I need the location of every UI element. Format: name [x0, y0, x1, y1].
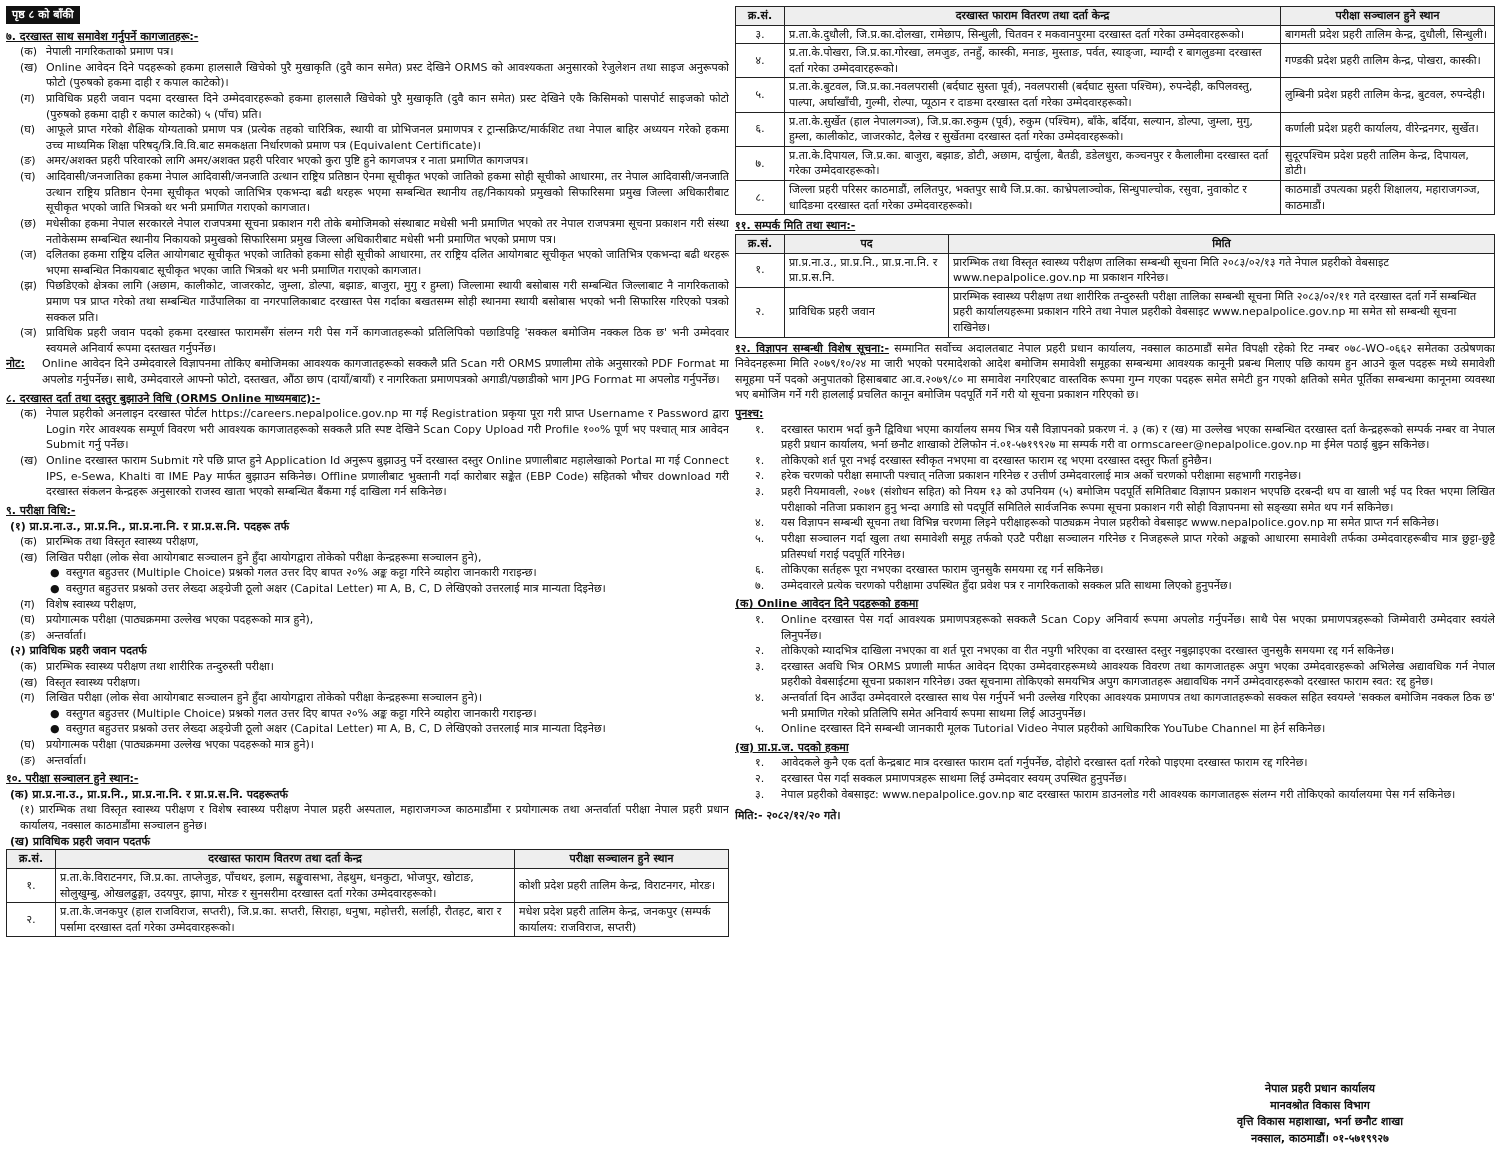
office-line: नेपाल प्रहरी प्रधान कार्यालय	[1265, 1082, 1375, 1095]
item-marker: ६.	[755, 563, 765, 577]
section12-text: सम्मानित सर्वोच्च अदालतबाट नेपाल प्रहरी प्रधान कार्यालय, नक्साल काठमाडौं समेत विपक्षी रहेको रिट नम्बर ०७८-WO-०६६२ समेतका उत्प्रेषणका निवेदनहरूमा मिति २०७९/१०/२४ मा जारी भएको परमादेशको आदेश बमोजिम समावेशी समूहका सम्बन्धमा आवश्यक कानूनी प्रबन्ध मिलाए पछि कायम हुन आउने कूल पदहरू मध्ये समावेशी समूहमा पर्ने पदको अनुपातको हिसाबबाट आ.व.२०७९/८० मा समावेश नगरिएबाट वास्तविक रूपमा गुम्न गएका पदहरू समेत समेटी हुन गएको क्षतिको समेत पूर्तिका सम्बन्धमा कानूनमा व्यवस्था भए बमोजिम गर्ने गरी हाललाई प्रचलित कानून बमोजिम पदपूर्ति गर्ने गरी यो सूचना प्रकाशन गरिएको छ।	[735, 341, 1495, 402]
item-text: पिछडिएको क्षेत्रका लागि (अछाम, कालीकोट, जाजरकोट, जुम्ला, डोल्पा, बझाङ, बाजुरा, मुगु र हुम्ला) जिल्लामा स्थायी बसोबास गरी सम्बन्धित जिल्लाबाट नै नागरिकताको प्रमाण पत्र प्राप्त गरेको तथा सम्बन्धित गाउँपालिका वा नगरपालिकाबाट दरखास्त पेस गर्दाका बखतसम्म सोही स्थानमा स्थायी बसोबास भएको भनी सिफारिस गरिएको पत्रको सक्कल प्रति।	[46, 279, 729, 324]
item-marker: ३.	[755, 659, 765, 673]
contact-date: प्रारम्भिक स्वास्थ्य परीक्षण तथा शारीरिक तन्दुरुस्ती परीक्षा तालिका सम्बन्धी सूचना मिति २०८३/०२/११ गते दरखास्त दर्ता गर्ने सम्बन्धित प्रहरी कार्यालयहरूमा प्रकाशन गरिने तथा नेपाल प्रहरीको वेबसाइट www.nepalpolice.gov.np मा समेत सो सम्बन्धी सूचना राखिनेछ।	[949, 287, 1495, 337]
section9-sub2-bullets	[6, 706, 729, 737]
item-marker: (झ)	[20, 279, 37, 293]
item-text: अन्तर्वार्ता दिन आउँदा उम्मेदवारले दरखास्त साथ पेस गर्नुपर्ने भनी उल्लेख गरिएका आवश्यक प्रमाणपत्र तथा कागजातहरूको सक्कल सहित स्वयम्ले 'सक्कल बमोजिम नक्कल ठिक छ' भनी प्रमाणित गरेको प्रतिलिपि समेत अनिवार्य रूपमा साथमा लिई आउनुपर्नेछ।	[781, 690, 1495, 720]
bullet-item	[50, 706, 729, 722]
item-text: प्राविधिक प्रहरी जवान पदको हकमा दरखास्त फारामसँग संलग्न गरी पेस गर्ने कागजातहरूको प्रतिलिपिको पछाडिपट्टि 'सक्कल बमोजिम नक्कल ठिक छ' भनी उम्मेदवार स्वयमले अनिवार्य रूपमा दस्तखत गर्नुपर्नेछ।	[46, 326, 729, 355]
row-number: १.	[7, 868, 56, 902]
note-label: नोट:	[6, 357, 25, 371]
item-text: दरखास्त अवधि भित्र ORMS प्रणाली मार्फत आवेदन दिएका उम्मेदवारहरूमध्ये आवश्यक विवरण तथा कागजातहरू अपुग भएका उम्मेदवारहरूको अभिलेख अद्यावधिक गर्न नेपाल प्रहरीको वेबसाईटमा सूचना प्रकाशन गरिनेछ। उक्त सूचनामा तोकिएको समयभित्र अपुग कागजातहरू अद्यावधिक नगर्ने उम्मेदवारहरूको दरखास्त फाराम स्वत: रद्द हुनेछ।	[781, 659, 1495, 689]
item-text: तोकिएका सर्तहरू पूरा नभएका दरखास्त फाराम जुनसुकै समयमा रद्द गर्न सकिनेछ।	[781, 563, 1104, 577]
item-marker: (ग)	[20, 691, 35, 705]
section9-sub2: (२) प्राविधिक प्रहरी जवान पदतर्फ	[10, 644, 147, 658]
list-item	[755, 643, 1495, 659]
section9-heading: ९. परीक्षा विधि:-	[6, 503, 76, 517]
section12-heading: १२. विज्ञापन सम्बन्धी विशेष सूचना:-	[735, 341, 890, 355]
row-number: ४.	[736, 44, 785, 78]
item-text: दरखास्त पेस गर्दा सक्कल प्रमाणपत्रहरू साथमा लिई उम्मेदवार स्वयम् उपस्थित हुनुपर्नेछ।	[781, 772, 1127, 786]
item-text: आफूले प्राप्त गरेको शैक्षिक योग्यताको प्रमाण पत्र (प्रत्येक तहको चारित्रिक, स्थायी वा प्रोभिजनल प्रमाणपत्र र ट्रान्सक्रिप्ट/मार्कशिट तथा नेपाल बाहिर अध्ययन गरेको हकमा उच्च माध्यमिक शिक्षा परिषद्/त्रि.वि.वि.बाट समकक्षता निर्धारणको प्रमाण पत्र (Equivalent Certificate)।	[46, 123, 729, 152]
list-item	[755, 468, 1495, 484]
table-header: क्र.सं.	[736, 7, 785, 26]
item-text: आवेदकले कुनै एक दर्ता केन्द्रबाट मात्र दरखास्त फाराम दर्ता गर्नुपर्नेछ, दोहोरो दरखास्त दर्ता गरेको पाइएमा दरखास्त फाराम रद्द गरिनेछ।	[781, 756, 1308, 770]
venue-table-right	[735, 6, 1495, 215]
item-marker: २.	[755, 772, 765, 786]
item-text: प्रयोगात्मक परीक्षा (पाठ्यक्रममा उल्लेख भएका पदहरूको मात्र हुने)।	[46, 738, 314, 752]
item-marker: ५.	[755, 722, 765, 736]
row-number: १.	[736, 253, 785, 287]
exam-venue: लुम्बिनी प्रदेश प्रहरी तालिम केन्द्र, बुटवल, रुपन्देही।	[1281, 78, 1495, 112]
list-item	[20, 406, 729, 453]
table-header: दरखास्त फाराम वितरण तथा दर्ता केन्द्र	[785, 7, 1281, 26]
item-text: तोकिएको शर्त पूरा नभई दरखास्त स्वीकृत नभएमा वा दरखास्त फाराम रद्द भएमा दरखास्त दस्तुर फिर्ता हुनेछैन।	[781, 453, 1212, 467]
registration-center: प्र.ता.के.विराटनगर, जि.प्र.का. ताप्लेजुङ, पाँचथर, इलाम, सङ्खुवासभा, तेह्रथुम, धनकुटा, भोजपुर, खोटाङ, सोलुखुम्बु, ओखलढुङ्गा, उदयपुर, झापा, मोरङ र सुनसरीमा दरखास्त दर्ता गरेका उम्मेदवारहरूको।	[56, 868, 515, 902]
item-marker: (ङ)	[20, 753, 36, 767]
item-marker: (घ)	[20, 738, 36, 752]
list-item	[755, 562, 1495, 578]
post-name: प्रा.प्र.ना.उ., प्रा.प्र.नि., प्रा.प्र.ना.नि. र प्रा.प्र.स.नि.	[785, 253, 949, 287]
list-item	[20, 122, 729, 153]
notice-date: मिति:- २०८२/१२/२० गते।	[735, 809, 841, 823]
list-item	[755, 422, 1495, 453]
section9-sub1-list2	[6, 597, 729, 644]
bullet-icon: ●	[50, 722, 60, 736]
contact-date: प्रारम्भिक तथा विस्तृत स्वास्थ्य परीक्षण तालिका सम्बन्धी सूचना मिति २०८३/०२/१३ गते नेपाल प्रहरीको वेबसाइट www.nepalpolice.gov.np मा प्रकाशन गरिनेछ।	[949, 253, 1495, 287]
list-item	[755, 787, 1495, 803]
right-column	[735, 6, 1495, 1153]
table-row	[736, 181, 1495, 215]
item-marker: (ङ)	[20, 154, 36, 168]
item-text: हरेक चरणको परीक्षा समाप्ती पश्चात् नतिजा प्रकाशन गरिनेछ र उत्तीर्ण उम्मेदवारलाई मात्र अर्को चरणको परीक्षामा सहभागी गराइनेछ।	[781, 469, 1302, 483]
registration-center: जिल्ला प्रहरी परिसर काठमाडौं, ललितपुर, भक्तपुर साथै जि.प्र.का. काभ्रेपलाञ्चोक, सिन्धुपाल्चोक, रसुवा, नुवाकोट र धादिङमा दरखास्त दर्ता गरेका उम्मेदवारहरूको।	[785, 181, 1281, 215]
item-marker: (घ)	[20, 613, 36, 627]
list-item	[20, 690, 729, 706]
list-item	[20, 216, 729, 247]
item-text: प्रहरी नियमावली, २०७१ (संशोधन सहित) को नियम १३ को उपनियम (५) बमोजिम पदपूर्ति समितिबाट विज्ञापन प्रकाशन भएपछि दरबन्दी थप वा खाली भई पद रिक्त भएमा लिखित परीक्षाको नतिजा प्रकाशन हुनु भन्दा अगाडि सो पदपूर्ति समितिले सार्वजनिक रूपमा सूचना प्रकाशन गरी सोही विज्ञापनमा सो सङ्ख्या समेत थप गर्न सकिनेछ।	[781, 485, 1495, 514]
ps-heading: पुनश्च:	[735, 407, 764, 421]
table-row	[7, 868, 729, 902]
list-item	[20, 550, 729, 566]
bullet-icon: ●	[50, 566, 60, 580]
ps-online-heading: (क) Online आवेदन दिने पदहरूको हकमा	[735, 597, 919, 611]
list-item	[755, 531, 1495, 562]
contact-date-table	[735, 234, 1495, 338]
row-number: ७.	[736, 146, 785, 180]
venue-table-left	[6, 849, 729, 937]
exam-venue: सुदूरपश्चिम प्रदेश प्रहरी तालिम केन्द्र, दिपायल, डोटी।	[1281, 146, 1495, 180]
item-text: अन्तर्वार्ता।	[46, 628, 87, 642]
ps-tech-heading: (ख) प्रा.प्र.ज. पदको हकमा	[735, 740, 849, 754]
bullet-item	[50, 721, 729, 737]
table-header: परीक्षा सञ्चालन हुने स्थान	[515, 850, 729, 869]
item-marker: (ख)	[20, 60, 38, 74]
office-line: नक्साल, काठमाडौं। ०१-५७१९९२७	[1251, 1131, 1389, 1145]
list-item	[20, 612, 729, 628]
registration-center: प्र.ता.के.बुटवल, जि.प्र.का.नवलपरासी (बर्दघाट सुस्ता पूर्व), नवलपरासी (बर्दघाट सुस्ता पश्चिम), रुपन्देही, कपिलवस्तु, पाल्पा, अर्घाखाँची, गुल्मी, रोल्पा, प्यूठान र दाङमा दरखास्त दर्ता गरेका उम्मेदवारहरूको।	[785, 78, 1281, 112]
list-item	[20, 753, 729, 769]
note-text: Online आवेदन दिने उम्मेदवारले विज्ञापनमा तोकिए बमोजिमका आवश्यक कागजातहरूको सक्कलै प्रति Scan गरी ORMS प्रणालीमा तोके अनुसारको PDF Format मा अपलोड गर्नुपर्नेछ। साथै, उम्मेदवारले आफ्नो फोटो, दस्तखत, औंठा छाप (दायाँ/बायाँ) र नागरिकता प्रमाणपत्रको अगाडी/पछाडीको भाग JPG Format मा अपलोड गर्नुपर्नेछ।	[42, 357, 729, 387]
section10-heading: १०. परीक्षा सञ्चालन हुने स्थान:-	[6, 772, 139, 786]
list-item	[20, 91, 729, 122]
item-marker: १.	[755, 422, 765, 436]
exam-venue: काठमाडौं उपत्यका प्रहरी शिक्षालय, महाराजगञ्ज, काठमाडौं।	[1281, 181, 1495, 215]
table-header: पद	[785, 234, 949, 253]
ps-list	[735, 422, 1495, 594]
list-item	[20, 169, 729, 216]
item-text: प्रारम्भिक स्वास्थ्य परीक्षण तथा शारीरिक तन्दुरुस्ती परीक्षा।	[46, 659, 274, 673]
list-item	[20, 534, 729, 550]
item-marker: (ख)	[20, 454, 38, 468]
item-marker: २.	[755, 644, 765, 658]
item-marker: २.	[755, 469, 765, 483]
section8-list	[6, 406, 729, 500]
item-text: लिखित परीक्षा (लोक सेवा आयोगबाट सञ्चालन हुने हुँदा आयोगद्वारा तोकेको परीक्षा केन्द्रहरूमा सञ्चालन हुने),	[46, 550, 482, 564]
section9-sub1: (१) प्रा.प्र.ना.उ., प्रा.प्र.नि., प्रा.प्र.ना.नि. र प्रा.प्र.स.नि. पदहरू तर्फ	[10, 519, 290, 533]
item-text: उम्मेदवारले प्रत्येक चरणको परीक्षामा उपस्थित हुँदा प्रवेश पत्र र नागरिकताको सक्कल प्रति साथमा लिएको हुनुपर्नेछ।	[781, 578, 1232, 592]
office-line: वृत्ति विकास महाशाखा, भर्ना छनौट शाखा	[1236, 1115, 1404, 1128]
item-text: दलितका हकमा राष्ट्रिय दलित आयोगबाट सूचीकृत भएको जातिको हकमा सोही सूचीको आधारमा, तर राष्ट्रिय दलित आयोगबाट सूचीकृत भएको जातिभित्र एकभन्दा बढी थरहरू भएमा सम्बन्धित निकायबाट सूचीकृत भएका जाति भित्रको थर भनी प्रमाणित गराएको कागजात।	[46, 248, 729, 277]
list-item	[755, 755, 1495, 771]
exam-venue: बागमती प्रदेश प्रहरी तालिम केन्द्र, दुधौली, सिन्धुली।	[1281, 25, 1495, 44]
item-text: नेपाल प्रहरीको वेबसाइट: www.nepalpolice.gov.np बाट दरखास्त फाराम डाउनलोड गरी आवश्यक कागजातहरू संलग्न गरी तोकिएको कार्यालयमा पेस गर्न सकिनेछ।	[781, 787, 1456, 801]
continued-tag: पृष्ठ ८ को बाँकी	[6, 6, 80, 24]
office-signature-block	[1185, 1081, 1455, 1147]
section9-sub2-list2	[6, 737, 729, 768]
bullet-text: वस्तुगत बहुउत्तर प्रश्नको उत्तर लेख्दा अङ्ग्रेजी ठूलो अक्षर (Capital Letter) मा A, B, C, D लेखिएको उत्तरलाई मात्र मान्यता दिइनेछ।	[66, 581, 606, 595]
list-item	[755, 515, 1495, 531]
list-item	[755, 771, 1495, 787]
row-number: ६.	[736, 112, 785, 146]
list-item	[755, 612, 1495, 643]
office-line: मानवश्रोत विकास विभाग	[1270, 1098, 1370, 1112]
item-marker: (च)	[20, 170, 36, 184]
table-row	[736, 25, 1495, 44]
table-row	[736, 112, 1495, 146]
table-row	[736, 78, 1495, 112]
item-marker: (छ)	[20, 216, 37, 230]
list-item	[20, 60, 729, 91]
item-marker: (क)	[20, 659, 38, 673]
section9-sub1-list	[6, 534, 729, 565]
item-marker: ४.	[755, 690, 765, 704]
item-marker: (ग)	[20, 597, 35, 611]
item-marker: ७.	[755, 578, 765, 592]
item-text: Online दरखास्त फाराम Submit गरे पछि प्राप्त हुने Application Id अनुरूप बुझाउनु पर्ने दरखास्त दस्तुर Online प्रणालीबाट महालेखाको Portal मा गई Connect IPS, e-Sewa, Khalti वा IME Pay मार्फत बुझाउन सकिनेछ। Offline प्रणालीबाट भुक्तानी गर्दा कारोबार सङ्केत (EBP Code) सहितको भौचर download गरी दरखास्त संकलन केन्द्रहरू अनुसारको राजस्व खाता भएको सम्बन्धित बैंकमा गई दाखिला गर्न सकिनेछ।	[46, 454, 729, 499]
item-text: Online दरखास्त दिने सम्बन्धी जानकारी मूलक Tutorial Video नेपाल प्रहरीको आधिकारिक YouTube Channel मा हेर्न सकिनेछ।	[781, 722, 1326, 736]
table-header: परीक्षा सञ्चालन हुने स्थान	[1281, 7, 1495, 26]
bullet-text: वस्तुगत बहुउत्तर (Multiple Choice) प्रश्नको गलत उत्तर दिए बापत २०% अङ्क कट्टा गरिने व्यहोरा जानकारी गराइन्छ।	[66, 566, 537, 580]
table-header: क्र.सं.	[7, 850, 56, 869]
item-marker: ४.	[755, 516, 765, 530]
list-item	[20, 278, 729, 325]
list-item	[755, 578, 1495, 594]
item-text: अमर/अशक्त प्रहरी परिवारको लागि अमर/अशक्त प्रहरी परिवार भएको कुरा पुष्टि हुने कागजपत्र र नाता प्रमाणित कागजपत्र।	[46, 154, 529, 168]
item-marker: (घ)	[20, 123, 36, 137]
bullet-text: वस्तुगत बहुउत्तर प्रश्नको उत्तर लेख्दा अङ्ग्रेजी ठूलो अक्षर (Capital Letter) मा A, B, C, D लेखिएको उत्तरलाई मात्र मान्यता दिइनेछ।	[66, 722, 606, 736]
item-text: परीक्षा सञ्चालन गर्दा खुला तथा समावेशी समूह तर्फको एउटै परीक्षा सञ्चालन गरिनेछ र निजहरूले प्राप्त गरेको अङ्कको आधारमा समावेशी तर्फका उम्मेदवारहरूबीच मात्र छुट्टा-छुट्टै प्रतिस्पर्धा गराई पदपूर्ति गरिनेछ।	[781, 531, 1495, 561]
ps-tech-list	[735, 755, 1495, 802]
section12	[735, 341, 1495, 403]
item-marker: (ङ)	[20, 628, 36, 642]
row-number: २.	[736, 287, 785, 337]
list-item	[20, 737, 729, 753]
section10-sub1: (क) प्रा.प्र.ना.उ., प्रा.प्र.नि., प्रा.प्र.ना.नि. र प्रा.प्र.स.नि. पदहरूतर्फ	[10, 787, 288, 801]
list-item	[20, 675, 729, 691]
table-header: दरखास्त फाराम वितरण तथा दर्ता केन्द्र	[56, 850, 515, 869]
list-item	[20, 153, 729, 169]
item-text: यस विज्ञापन सम्बन्धी सूचना तथा विभिन्न चरणमा लिइने परीक्षाहरूको पाठ्यक्रम नेपाल प्रहरीको वेबसाइट www.nepalpolice.gov.np मा समेत प्राप्त गर्न सकिनेछ।	[781, 516, 1439, 530]
item-text: आदिवासी/जनजातिका हकमा नेपाल आदिवासी/जनजाति उत्थान राष्ट्रिय प्रतिष्ठान ऐनमा सूचीकृत भएको जातिको हकमा सोही सूचीको आधारमा, तर नेपाल आदिवासी/जनजाति उत्थान राष्ट्रिय प्रतिष्ठान ऐनमा सूचीकृत भएको जातिभित्र एकभन्दा बढी थरहरू भएमा सम्बन्धित स्थानीय तह/निकायको प्रमुखको सिफारिसमा प्रमुख जिल्ला अधिकारीबाट सूचीकृत भएको जाति भित्रको थर भनी प्रमाणित गराएको कागजात।	[46, 170, 729, 215]
bullet-icon: ●	[50, 706, 60, 720]
item-marker: १.	[755, 756, 765, 770]
row-number: ८.	[736, 181, 785, 215]
list-item	[20, 44, 729, 60]
item-text: लिखित परीक्षा (लोक सेवा आयोगबाट सञ्चालन हुने हुँदा आयोगद्वारा तोकेको परीक्षा केन्द्रहरूमा सञ्चालन हुने)।	[46, 691, 483, 705]
item-marker: (क)	[20, 407, 38, 421]
exam-venue: मधेश प्रदेश प्रहरी तालिम केन्द्र, जनकपुर (सम्पर्क कार्यालय: राजविराज, सप्तरी)	[515, 903, 729, 937]
list-item	[20, 325, 729, 356]
item-marker: १.	[755, 453, 765, 467]
list-item	[20, 453, 729, 500]
list-item	[755, 659, 1495, 690]
bullet-icon: ●	[50, 581, 60, 595]
item-text: नेपाली नागरिकताको प्रमाण पत्र।	[46, 45, 174, 59]
left-column	[6, 6, 729, 1153]
table-header: क्र.सं.	[736, 234, 785, 253]
table-header: मिति	[949, 234, 1495, 253]
table-row	[7, 903, 729, 937]
item-text: Online दरखास्त पेस गर्दा आवश्यक प्रमाणपत्रहरूको सक्कलै Scan Copy अनिवार्य रूपमा अपलोड गर्नुपर्नेछ। साथै पेस भएका प्रमाणपत्रहरूको जिम्मेवारी उम्मेदवार स्वयंले लिनुपर्नेछ।	[781, 612, 1495, 642]
post-name: प्राविधिक प्रहरी जवान	[785, 287, 949, 337]
item-text: प्रारम्भिक तथा विस्तृत स्वास्थ्य परीक्षण,	[46, 535, 199, 549]
item-text: Online आवेदन दिने पदहरूको हकमा हालसालै खिचेको पुरै मुखाकृति (दुवै कान समेत) प्रस्ट देखिने ORMS को आवश्यकता अनुसारको रेजुलेशन तथा साइज अनुरूपको फोटो (पुरुषको हकमा दाही र कपाल काटेको)।	[46, 60, 729, 90]
registration-center: प्र.ता.के.दिपायल, जि.प्र.का. बाजुरा, बझाङ, डोटी, अछाम, दार्चुला, बैतडी, डडेलधुरा, कञ्चनपुर र कैलालीमा दरखास्त दर्ता गरेका उम्मेदवारहरूको।	[785, 146, 1281, 180]
ps-online-list	[735, 612, 1495, 737]
list-item	[755, 453, 1495, 469]
section10-sub1-text: (१) प्रारम्भिक तथा विस्तृत स्वास्थ्य परीक्षण र विशेष स्वास्थ्य परीक्षण नेपाल प्रहरी अस्पताल, महाराजगञ्ज काठमाडौंमा र प्रयोगात्मक तथा अन्तर्वार्ता परीक्षा नेपाल प्रहरी प्रधान कार्यालय, नक्साल काठमाडौंमा सञ्चालन हुनेछ।	[20, 803, 729, 833]
item-marker: (ग)	[20, 92, 35, 106]
item-text: तोकिएको म्यादभित्र दाखिला नभएका वा शर्त पूरा नभएका वा रीत नपुगी भरिएका वा दरखास्त दस्तुर नबुझाइएका दरखास्त जुनसुकै समयमा रद्द गर्न सकिनेछ।	[781, 644, 1395, 658]
item-text: दरखास्त फाराम भर्दा कुनै द्विविधा भएमा कार्यालय समय भित्र यसै विज्ञापनको प्रकरण नं. ३ (क) र (ख) मा उल्लेख भएका सम्बन्धित दरखास्त दर्ता केन्द्रहरूको सम्पर्क नम्बर वा नेपाल प्रहरी प्रधान कार्यालय, भर्ना छनौट शाखाको टेलिफोन नं.०१-५७१९९२७ मा सम्पर्क गरी वा ormscareer@nepalpolice.gov.np मा ईमेल पठाई बुझ्न सकिनेछ।	[781, 422, 1495, 452]
row-number: ५.	[736, 78, 785, 112]
item-text: प्रयोगात्मक परीक्षा (पाठ्यक्रममा उल्लेख भएका पदहरूको मात्र हुने),	[46, 613, 314, 627]
list-item	[755, 484, 1495, 515]
exam-venue: गण्डकी प्रदेश प्रहरी तालिम केन्द्र, पोखरा, कास्की।	[1281, 44, 1495, 78]
list-item	[755, 690, 1495, 721]
table-row	[736, 146, 1495, 180]
item-marker: ५.	[755, 531, 765, 545]
registration-center: प्र.ता.के.पोखरा, जि.प्र.का.गोरखा, लमजुङ, तनहुँ, कास्की, मनाङ, मुस्ताङ, पर्वत, स्याङ्जा, म्याग्दी र बागलुङमा दरखास्त दर्ता गरेका उम्मेदवारहरूको।	[785, 44, 1281, 78]
section7-list	[6, 44, 729, 356]
item-marker: (ख)	[20, 675, 38, 689]
registration-center: प्र.ता.के.दुधौली, जि.प्र.का.दोलखा, रामेछाप, सिन्धुली, चितवन र मकवानपुरमा दरखास्त दर्ता गरेका उम्मेदवारहरूको।	[785, 25, 1281, 44]
list-item	[20, 628, 729, 644]
item-text: अन्तर्वार्ता।	[46, 753, 87, 767]
list-item	[20, 659, 729, 675]
item-marker: (ज)	[20, 248, 37, 262]
item-text: विशेष स्वास्थ्य परीक्षण,	[46, 597, 137, 611]
section9-sub2-list	[6, 659, 729, 706]
item-marker: ३.	[755, 787, 765, 801]
item-text: नेपाल प्रहरीको अनलाइन दरखास्त पोर्टल https://careers.nepalpolice.gov.np मा गई Registration प्रकृया पूरा गरी प्राप्त Username र Password द्वारा Login गरेर आवश्यक सम्पूर्ण विवरण भरी आवश्यक कागजातहरूको सक्कलै प्रति स्पष्ट देखिने Scan Copy Upload गरी Profile १००% पूर्ण भए पश्चात् मात्र आवेदन Submit गर्नु पर्नेछ।	[46, 407, 729, 452]
list-item	[20, 597, 729, 613]
table-row	[736, 287, 1495, 337]
section8-heading: ८. दरखास्त दर्ता तथा दस्तुर बुझाउने विधि (ORMS Online माध्यमबाट):-	[6, 391, 321, 405]
item-marker: १.	[755, 612, 765, 626]
item-marker: ३.	[755, 485, 765, 499]
registration-center: प्र.ता.के.जनकपुर (हाल राजविराज, सप्तरी), जि.प्र.का. सप्तरी, सिराहा, धनुषा, महोत्तरी, सर्लाही, रौतहट, बारा र पर्सामा दरखास्त दर्ता गरेका उम्मेदवारहरूको।	[56, 903, 515, 937]
section11-heading: ११. सम्पर्क मिति तथा स्थान:-	[735, 219, 856, 233]
item-text: मधेसीका हकमा नेपाल सरकारले नेपाल राजपत्रमा सूचना प्रकाशन गरी तोके बमोजिमको संस्थाबाट मधेसी भनी प्रमाणित भएको तर नेपाल राजपत्रमा सूचना प्रकाशन गरी संस्था नतोकेसम्म सम्बन्धित स्थानीय निकायको प्रमुखको सिफारिसमा प्रमुख जिल्ला अधिकारीबाट मधेसी भनी प्रमाणित भएको प्रमाण पत्र।	[46, 216, 729, 246]
item-text: विस्तृत स्वास्थ्य परीक्षण।	[46, 675, 141, 689]
row-number: ३.	[736, 25, 785, 44]
row-number: २.	[7, 903, 56, 937]
item-marker: (ख)	[20, 550, 38, 564]
table-row	[736, 253, 1495, 287]
list-item	[20, 247, 729, 278]
registration-center: प्र.ता.के.सुर्खेत (हाल नेपालगञ्ज), जि.प्र.का.रुकुम (पूर्व), रुकुम (पश्चिम), बाँके, बर्दिया, सल्यान, डोल्पा, जुम्ला, मुगु, हुम्ला, कालीकोट, जाजरकोट, दैलेख र सुर्खेतमा दरखास्त दर्ता गरेका उम्मेदवारहरूको।	[785, 112, 1281, 146]
bullet-item	[50, 565, 729, 581]
item-marker: (ञ)	[20, 326, 37, 340]
section10-sub2: (ख) प्राविधिक प्रहरी जवान पदतर्फ	[10, 834, 151, 848]
bullet-text: वस्तुगत बहुउत्तर (Multiple Choice) प्रश्नको गलत उत्तर दिए बापत २०% अङ्क कट्टा गरिने व्यहोरा जानकारी गराइन्छ।	[66, 706, 537, 720]
exam-venue: कोशी प्रदेश प्रहरी तालिम केन्द्र, विराटनगर, मोरङ।	[515, 868, 729, 902]
item-marker: (क)	[20, 535, 38, 549]
table-row	[736, 44, 1495, 78]
item-marker: (क)	[20, 45, 38, 59]
section7-note	[6, 356, 729, 387]
section7-heading: ७. दरखास्त साथ समावेश गर्नुपर्ने कागजातहरू:-	[6, 29, 199, 43]
item-text: प्राविधिक प्रहरी जवान पदमा दरखास्त दिने उम्मेदवारहरूको हकमा हालसालै खिचेको पुरै मुखाकृति (दुवै कान समेत) प्रस्ट देखिने एकै किसिमको पासपोर्ट साइजको फोटो (पुरुषको हकमा दाही र कपाल काटेको) ५ (पाँच) प्रति।	[46, 92, 729, 121]
section9-sub1-bullets	[6, 565, 729, 596]
exam-venue: कर्णाली प्रदेश प्रहरी कार्यालय, वीरेन्द्रनगर, सुर्खेत।	[1281, 112, 1495, 146]
bullet-item	[50, 581, 729, 597]
list-item	[755, 721, 1495, 737]
